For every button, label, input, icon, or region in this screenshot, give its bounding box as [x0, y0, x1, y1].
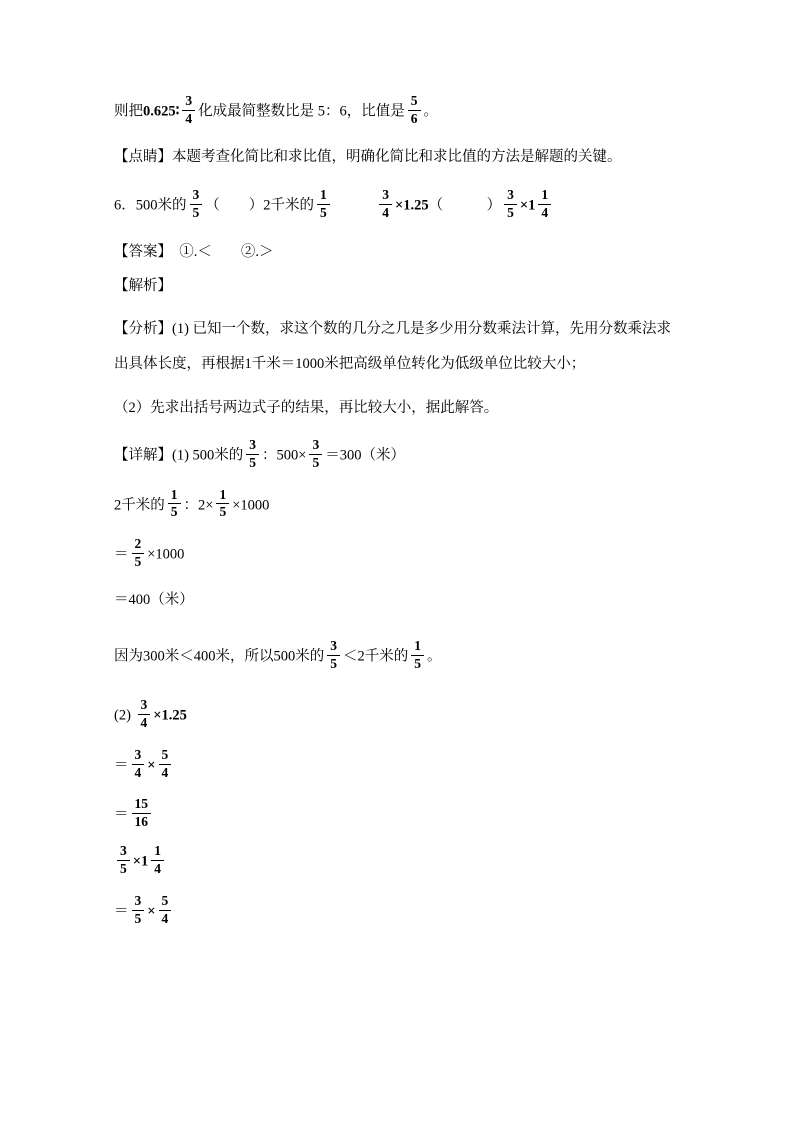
- text-segment: ＝300（米）: [325, 447, 405, 464]
- line-part2-step2: [114, 796, 682, 832]
- fraction: [379, 188, 392, 221]
- fraction-denominator: 5: [249, 454, 257, 470]
- fraction-denominator: 16: [134, 814, 148, 830]
- line-note: [114, 146, 682, 168]
- fraction-numerator: 3: [504, 188, 517, 205]
- fraction-numerator: 1: [317, 188, 330, 205]
- fraction: [132, 748, 145, 781]
- text-segment: 0.625∶: [143, 103, 180, 120]
- fraction-numerator: 1: [538, 188, 551, 205]
- text-segment: 化成最简整数比是 5：6，比值是: [198, 103, 405, 120]
- fraction-denominator: 4: [134, 764, 142, 780]
- fraction-numerator: 3: [132, 894, 145, 911]
- text-segment: （2）先求出括号两边式子的结果，再比较大小，据此解答。: [114, 400, 499, 417]
- fraction-numerator: 3: [117, 844, 130, 861]
- text-segment: ×1: [519, 197, 536, 214]
- text-segment: ×1.25: [395, 197, 429, 214]
- fraction-numerator: 3: [246, 438, 259, 455]
- document-body: [114, 93, 682, 929]
- text-segment: 因为300米＜400米，所以500米的: [114, 649, 325, 666]
- fraction-denominator: 5: [312, 454, 320, 470]
- line-answer: [114, 241, 682, 263]
- line-part2-expr: [114, 697, 682, 733]
- fraction-numerator: 5: [408, 94, 421, 111]
- fraction-numerator: 1: [151, 844, 164, 861]
- fraction: [327, 639, 340, 672]
- text-segment: ：500×: [262, 447, 307, 464]
- line-detail-2: [114, 486, 682, 523]
- line-simplify-ratio: [114, 93, 682, 129]
- text-segment: ：2×: [183, 497, 214, 514]
- text-segment: ＝: [114, 546, 129, 563]
- text-segment: 【点睛】本题考查化简比和求比值，明确化简比和求比值的方法是解题的关键。: [114, 148, 622, 165]
- text-segment: ＝: [114, 757, 129, 774]
- line-detail-4: [114, 589, 682, 611]
- fraction-numerator: 3: [190, 188, 203, 205]
- fraction-numerator: 3: [138, 698, 151, 715]
- fraction-numerator: 1: [168, 488, 181, 505]
- line-analysis-header: [114, 275, 682, 297]
- line-analysis-2: [114, 397, 682, 419]
- text-segment: (2): [114, 707, 135, 724]
- text-segment: ＜2千米的: [343, 649, 409, 666]
- fraction-numerator: 3: [327, 639, 340, 656]
- text-segment: （ ）: [428, 197, 502, 214]
- text-segment: 。: [423, 103, 439, 120]
- fraction: [246, 438, 259, 471]
- fraction: [132, 894, 145, 927]
- fraction-denominator: 5: [414, 656, 421, 672]
- fraction: [190, 188, 203, 221]
- line-question-6: [114, 187, 682, 223]
- fraction-denominator: 4: [161, 764, 169, 780]
- fraction-denominator: 5: [134, 910, 142, 926]
- text-segment: 【详解】(1) 500米的: [114, 447, 244, 464]
- fraction: [411, 639, 424, 672]
- fraction-denominator: 4: [140, 714, 148, 730]
- line-detail-3: [114, 536, 682, 572]
- text-segment: ①.＜ ②.＞: [164, 243, 274, 260]
- line-part2-step3: [114, 892, 682, 929]
- text-segment: 6．500米的: [114, 197, 187, 214]
- text-segment: 。: [427, 649, 442, 666]
- fraction: [538, 188, 551, 221]
- fraction: [151, 844, 164, 877]
- fraction: [159, 894, 172, 927]
- fraction-numerator: 5: [159, 748, 172, 765]
- fraction: [182, 94, 195, 127]
- fraction: [132, 797, 152, 830]
- fraction-numerator: 5: [159, 894, 172, 911]
- fraction-denominator: 5: [192, 205, 200, 220]
- fraction-numerator: 15: [132, 797, 152, 814]
- text-segment: 【分析】(1) 已知一个数，求这个数的几分之几是多少用分数乘法计算，先用分数乘法求出具体长度，再根据1千米＝1000米把高级单位转化为低级单位比较大小；: [114, 320, 672, 372]
- text-segment: ×: [147, 757, 156, 774]
- fraction-numerator: 3: [309, 438, 322, 455]
- fraction-numerator: 3: [132, 748, 145, 765]
- text-segment: ＝: [114, 807, 129, 824]
- fraction-denominator: 4: [541, 205, 549, 220]
- fraction-denominator: 5: [134, 554, 142, 570]
- text-segment: ＝: [114, 903, 129, 920]
- fraction: [216, 488, 229, 521]
- text-segment: 2千米的: [114, 497, 165, 514]
- fraction-denominator: 5: [507, 205, 514, 220]
- line-part2-step1: [114, 746, 682, 783]
- fraction: [168, 488, 181, 521]
- fraction-numerator: 1: [216, 488, 229, 505]
- line-analysis-1: [114, 312, 682, 382]
- text-segment: 【答案】: [114, 243, 165, 260]
- text-segment: 则把: [114, 103, 143, 120]
- text-segment: ×: [147, 903, 156, 920]
- fraction-denominator: 5: [120, 860, 127, 876]
- fraction-denominator: 5: [219, 504, 227, 520]
- fraction-denominator: 4: [382, 205, 389, 220]
- fraction: [504, 188, 517, 221]
- line-part2-expr2: [114, 843, 682, 879]
- line-conclusion: [114, 638, 682, 674]
- fraction-denominator: 4: [161, 910, 169, 926]
- text-segment: ×1000: [147, 546, 185, 563]
- fraction-denominator: 5: [170, 504, 178, 520]
- text-segment: （ ）2千米的: [205, 197, 314, 214]
- fraction: [309, 438, 322, 471]
- fraction-denominator: 4: [154, 860, 162, 876]
- line-detail-1: [114, 436, 682, 473]
- fraction: [159, 748, 172, 781]
- fraction-denominator: 5: [330, 656, 337, 672]
- fraction: [408, 94, 421, 127]
- fraction-denominator: 6: [410, 110, 418, 126]
- text-segment: ×1.25: [153, 707, 187, 724]
- fraction-numerator: 1: [411, 639, 424, 656]
- fraction-numerator: 3: [182, 94, 195, 111]
- text-segment: ×1: [132, 853, 149, 870]
- fraction-denominator: 4: [185, 110, 193, 126]
- fraction: [138, 698, 151, 731]
- text-segment: 【解析】: [114, 278, 172, 295]
- fraction-numerator: 2: [132, 537, 145, 554]
- fraction: [132, 537, 145, 570]
- text-segment: [333, 198, 377, 214]
- text-segment: ×1000: [232, 497, 270, 514]
- text-segment: ＝400（米）: [114, 591, 194, 608]
- fraction: [317, 188, 330, 221]
- fraction-numerator: 3: [379, 188, 392, 205]
- fraction-denominator: 5: [320, 205, 327, 220]
- fraction: [117, 844, 130, 877]
